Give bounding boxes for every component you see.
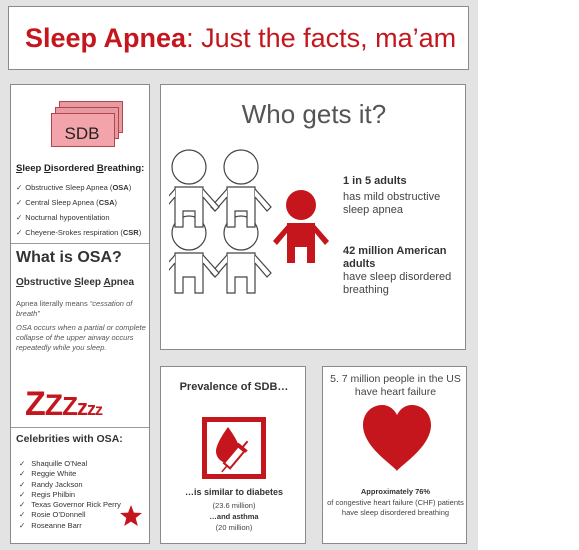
list-item: ✓ Cheyene-Srokes respiration (CSR) [16,228,141,243]
divider [11,427,149,428]
list-item: ✓ Obstructive Sleep Apnea (OSA) [16,183,141,198]
who-heading: Who gets it? [241,99,387,129]
title-rest: : Just the facts, ma’am [186,23,457,53]
title-banner [8,6,469,70]
title-bold: Sleep Apnea [25,23,187,53]
blood-drop-syringe-icon [202,417,266,479]
heart-failure-percent: Approximately 76% [360,487,431,496]
list-item: ✓ Roseanne Barr [19,521,121,531]
sdb-card-label: SDB [64,124,100,143]
person-icon-highlighted [273,190,329,263]
celebrities-heading: Celebrities with OSA: [16,433,123,445]
sdb-heading: Sleep Disordered Breathing: [16,163,145,174]
who-gets-it-panel [160,84,466,350]
celebrities-list [19,459,121,531]
heart-failure-description: of congestive heart failure (CHF) patients have sleep disordered breathing [327,498,464,517]
prevalence-asthma: …and asthma [209,512,259,521]
heart-failure-panel [322,366,467,544]
list-item: ✓ Regis Philbin [19,490,121,500]
left-column-panel [10,84,150,544]
stat-adults-bold: 1 in 5 adults [343,175,407,187]
stat-millions-bold: 42 million American adults [343,245,447,270]
sdb-list [16,183,141,243]
osa-definition: Apnea literally means “cessation of breath” [16,299,133,318]
heart-failure-heading: 5. 7 million people in the US have heart failure [330,373,461,398]
list-item: ✓ Reggie White [19,469,121,479]
stat-adults-text: has mild obstructive sleep apnea [343,191,441,216]
heart-icon [361,403,433,475]
list-item: ✓ Shaquille O’Neal [19,459,121,469]
star-icon [119,504,143,528]
page-title [25,23,456,54]
prevalence-heading: Prevalence of SDB… [179,381,289,393]
list-item: ✓ Central Sleep Apnea (CSA) [16,198,141,213]
osa-description: OSA occurs when a partial or complete collapse of the upper airway occurs repeatedly while you sleep. [16,323,146,352]
prevalence-panel [160,366,306,544]
list-item: ✓ Rosie O’Donnell [19,510,121,520]
person-icon [169,150,219,227]
osa-heading: What is OSA? [16,249,122,266]
list-item: ✓ Randy Jackson [19,480,121,490]
prevalence-asthma-count: (20 million) [215,523,253,532]
people-graphic [169,147,339,305]
osa-subheading: Obstructive Sleep Apnea [16,277,135,288]
list-item: ✓ Nocturnal hypoventilation [16,213,141,228]
divider [11,243,149,244]
zzz-graphic: ZZZzzz [25,385,102,423]
person-icon [211,216,271,293]
prevalence-diabetes: …is similar to diabetes [184,487,284,497]
stat-millions-text: have sleep disordered breathing [343,271,452,296]
prevalence-diabetes-count: (23.6 million) [212,501,256,510]
list-item: ✓ Texas Governor Rick Perry [19,500,121,510]
